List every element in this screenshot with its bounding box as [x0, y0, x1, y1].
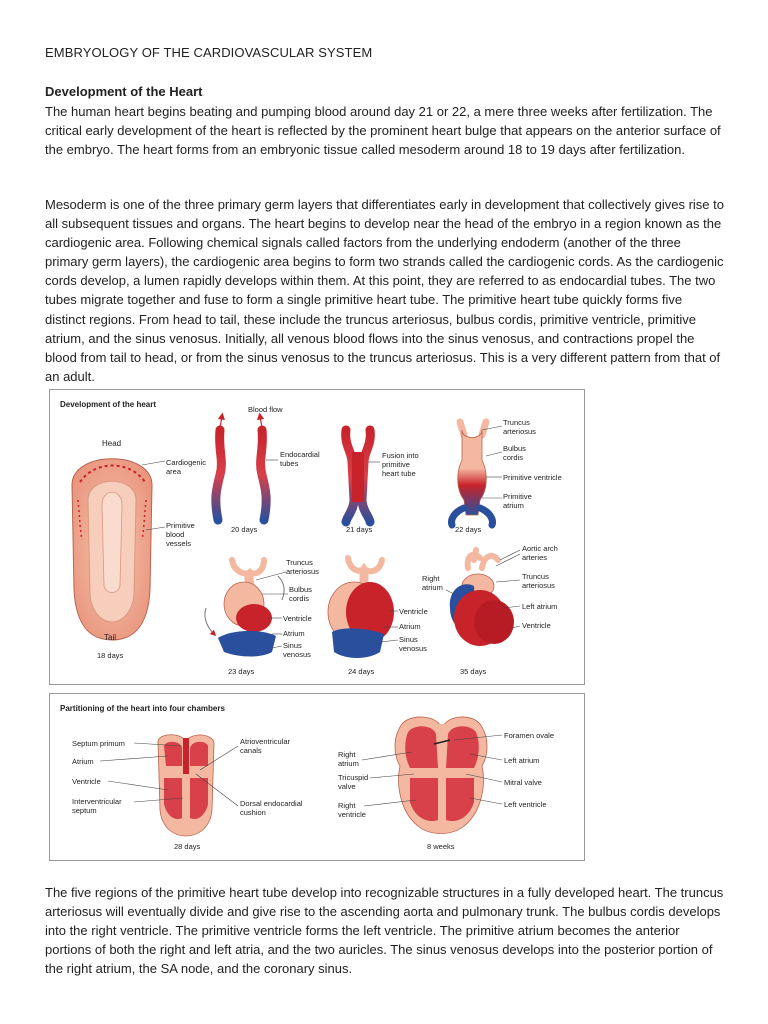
label-21-days: 21 days [346, 525, 373, 534]
label-right-atrium-8w: Right atrium [338, 750, 359, 768]
label-tricuspid-valve: Tricuspid valve [338, 773, 369, 791]
label-24-days: 24 days [348, 667, 375, 676]
label-truncus-arteriosus-35: Truncus arteriosus [522, 572, 555, 590]
figure-partitioning-of-heart [49, 693, 585, 861]
label-35-days: 35 days [460, 667, 487, 676]
label-atrium-24: Atrium [399, 622, 421, 631]
label-28-days: 28 days [174, 842, 201, 851]
primitive-heart-tube-22-days [452, 422, 493, 525]
heart-23-days [205, 560, 284, 657]
label-foramen-ovale: Foramen ovale [504, 731, 555, 740]
label-ventricle-23: Ventricle [283, 614, 312, 623]
page-title: EMBRYOLOGY OF THE CARDIOVASCULAR SYSTEM [45, 45, 373, 60]
embryo-18-days [72, 459, 152, 640]
fused-heart-tube-21-days [346, 430, 371, 522]
label-ventricle-24: Ventricle [399, 607, 428, 616]
label-septum-primum: Septum primum [72, 739, 125, 748]
label-av-canals: Atrioventricular canals [240, 737, 291, 755]
label-primitive-atrium: Primitive atrium [503, 492, 532, 510]
label-18-days: 18 days [97, 651, 124, 660]
label-truncus-arteriosus-22: Truncus arteriosus [503, 418, 536, 436]
label-right-atrium-35: Right atrium [422, 574, 443, 592]
heart-24-days [328, 558, 394, 658]
label-left-atrium-35: Left atrium [522, 602, 558, 611]
heart-partitioning-illustration [50, 694, 584, 860]
figure-development-of-heart [49, 389, 585, 685]
label-dorsal-cushion: Dorsal endocardial cushion [240, 799, 303, 817]
paragraph-1: The human heart begins beating and pumping blood around day 21 or 22, a mere three weeks after fertilization. The critical early development of the heart is reflected by the prominent heart bulge that appears on the anterior surface of the embryo. The heart forms from an embryonic tissue called mesoderm around 18 to 19 days after fertilization. [45, 104, 721, 158]
label-sinus-venosus-24: Sinus venosus [399, 635, 427, 653]
label-right-ventricle: Right ventricle [338, 801, 366, 819]
paragraph-3: The five regions of the primitive heart tube develop into recognizable structures in a fully developed heart. The truncus arteriosus will eventually divide and give rise to the ascending aorta and pulmonary trunk. The bulbus cordis develops into the right ventricle. The primitive ventricle forms the left ventricle. The primitive atrium becomes the anterior portions of both the right and left atria, and the two auricles. The sinus venosus develops into the posterior portion of the right atrium, the SA node, and the coronary sinus. [45, 885, 724, 977]
label-interventricular-septum: Interventricular septum [72, 797, 122, 815]
heart-development-illustration [50, 390, 584, 684]
label-22-days: 22 days [455, 525, 482, 534]
label-atrium-23: Atrium [283, 629, 305, 638]
paragraph-2: Mesoderm is one of the three primary germ layers that differentiates early in development that collectively gives rise to all subsequent tissues and organs. The heart begins to develop near the head of the embryo in a region known as the cardiogenic area. Following chemical signals called factors from the underlying endoderm (another of the three primary germ layers), the cardiogenic area begins to form two strands called the cardiogenic cords. As the cardiogenic cords develop, a lumen rapidly develops within them. At this point, they are referred to as endocardial tubes. The two tubes migrate together and fuse to form a single primitive heart tube. The primitive heart tube quickly forms five distinct regions. From head to tail, these include the truncus arteriosus, bulbus cordis, primitive ventricle, primitive atrium, and the sinus venosus. Initially, all venous blood flows into the sinus venosus, and contractions propel the blood from tail to head, or from the sinus venosus to the truncus arteriosus. This is a very different pattern from that of an adult. [45, 197, 724, 384]
label-sinus-venosus-23: Sinus venosus [283, 641, 311, 659]
label-blood-flow: Blood flow [248, 405, 283, 414]
heart-35-days [450, 550, 514, 646]
heart-28-days [158, 735, 214, 836]
label-23-days: 23 days [228, 667, 255, 676]
label-fusion: Fusion into primitive heart tube [382, 451, 419, 478]
label-8-weeks: 8 weeks [427, 842, 455, 851]
label-ventricle-35: Ventricle [522, 621, 551, 630]
label-ventricle-28: Ventricle [72, 777, 101, 786]
label-primitive-blood-vessels: Primitive blood vessels [166, 521, 195, 548]
endocardial-tubes-20-days [216, 416, 266, 520]
heart-8-weeks [395, 717, 487, 834]
label-endocardial-tubes: Endocardial tubes [280, 450, 320, 468]
figure-title: Development of the heart [60, 400, 157, 409]
label-primitive-ventricle: Primitive ventricle [503, 473, 562, 482]
label-aortic-arch-arteries: Aortic arch arteries [522, 544, 558, 562]
label-truncus-arteriosus-23: Truncus arteriosus [286, 558, 319, 576]
label-bulbus-cordis-22: Bulbus cordis [503, 444, 526, 462]
label-atrium-28: Atrium [72, 757, 94, 766]
label-mitral-valve: Mitral valve [504, 778, 542, 787]
label-head: Head [102, 439, 122, 448]
label-left-atrium-8w: Left atrium [504, 756, 540, 765]
label-tail: Tail [104, 633, 117, 642]
label-20-days: 20 days [231, 525, 258, 534]
section-heading: Development of the Heart [45, 84, 203, 99]
figure-title: Partitioning of the heart into four chambers [60, 704, 225, 713]
label-bulbus-cordis-23: Bulbus cordis [289, 585, 312, 603]
label-left-ventricle: Left ventricle [504, 800, 547, 809]
label-cardiogenic-area: Cardiogenic area [166, 458, 207, 476]
